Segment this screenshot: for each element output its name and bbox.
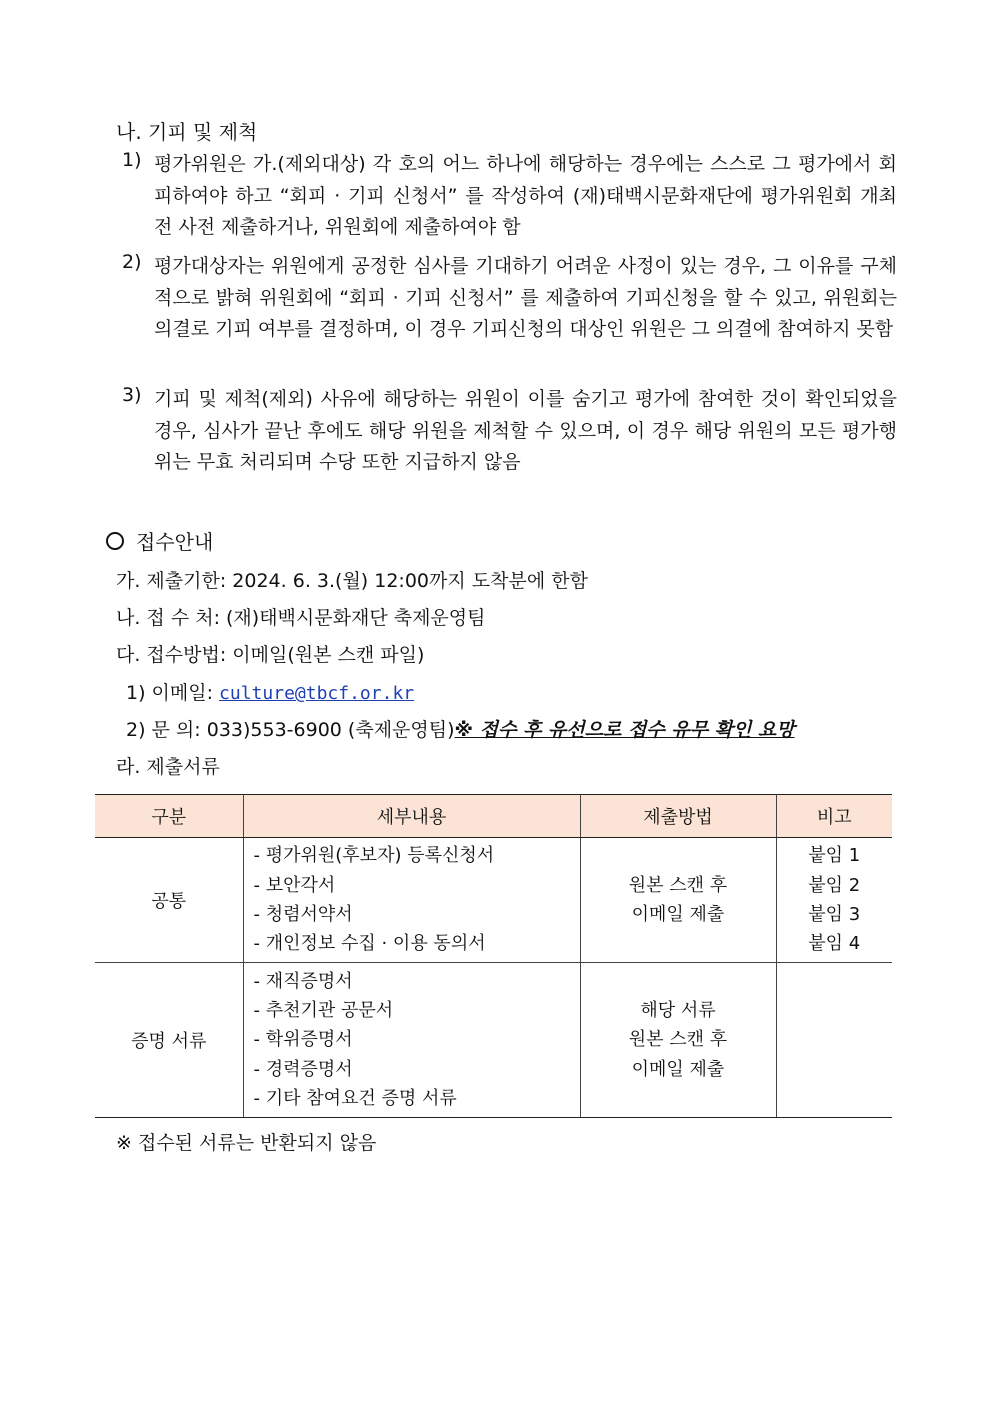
header-notes: 비고 bbox=[776, 795, 892, 838]
table-header-row bbox=[95, 795, 892, 838]
list-item bbox=[122, 149, 897, 244]
table-row bbox=[95, 963, 892, 1118]
method-line: 해당 서류 bbox=[640, 1000, 716, 1022]
row-details bbox=[243, 963, 580, 1118]
row-notes bbox=[776, 838, 892, 963]
section-heading-na: 나. 기피 및 제척 bbox=[116, 120, 258, 144]
detail-item: - 학위증명서 bbox=[253, 1029, 353, 1051]
docs-label-row: 라. 제출서류 bbox=[116, 756, 220, 778]
detail-item: - 개인정보 수집 · 이용 동의서 bbox=[253, 933, 486, 955]
deadline-label: 가. 제출기한: bbox=[116, 570, 233, 592]
row-category: 공통 bbox=[95, 838, 243, 963]
note-item: 붙임 1 bbox=[808, 845, 861, 867]
item-number: 3) bbox=[122, 384, 142, 406]
section-title-text: 접수안내 bbox=[136, 530, 214, 554]
header-method: 제출방법 bbox=[580, 795, 776, 838]
row-method bbox=[580, 963, 776, 1118]
email-label: 1) 이메일: bbox=[126, 682, 220, 704]
row-category: 증명 서류 bbox=[95, 963, 243, 1118]
detail-item: - 추천기관 공문서 bbox=[253, 1000, 394, 1022]
deadline-row bbox=[116, 566, 588, 593]
table-row bbox=[95, 838, 892, 963]
email-link[interactable]: culture@tbcf.or.kr bbox=[219, 683, 415, 704]
header-category: 구분 bbox=[95, 795, 243, 838]
item-text: 평가위원은 가.(제외대상) 각 호의 어느 하나에 해당하는 경우에는 스스로 그 평가에서 회피하여야 하고 “회피 · 기피 신청서” 를 작성하여 (재)태백시문화재단에 평가위원회 개최 전 사전 제출하거나, 위원회에 제출하여야 함 bbox=[154, 153, 897, 238]
detail-item: - 청렴서약서 bbox=[253, 904, 353, 925]
inquiry-note: ※ 접수 후 유선으로 접수 유무 확인 요망 bbox=[454, 719, 795, 741]
detail-item: - 기타 참여요건 증명 서류 bbox=[253, 1087, 457, 1109]
item-text: 기피 및 제척(제외) 사유에 해당하는 위원이 이를 숨기고 평가에 참여한 것이 확인되었을 경우, 심사가 끝난 후에도 해당 위원을 제척할 수 있으며, 이 경우 해당 위원의 모든 평가행위는 무효 처리되며 수당 또한 지급하지 않음 bbox=[154, 388, 897, 473]
list-item bbox=[122, 384, 897, 479]
method-row: 다. 접수방법: 이메일(원본 스캔 파일) bbox=[116, 644, 425, 666]
documents-table bbox=[95, 794, 892, 1118]
detail-item: - 보안각서 bbox=[253, 874, 336, 896]
row-method bbox=[580, 838, 776, 963]
method-line: 이메일 제출 bbox=[631, 1058, 725, 1080]
list-item bbox=[122, 251, 897, 346]
deadline-value: 2024. 6. 3.(월) 12:00까지 bbox=[232, 570, 466, 592]
place-row: 나. 접 수 처: (재)태백시문화재단 축제운영팀 bbox=[116, 607, 486, 629]
detail-item: - 재직증명서 bbox=[253, 970, 353, 992]
section-title-reception bbox=[106, 526, 213, 555]
method-line: 원본 스캔 후 bbox=[628, 1029, 728, 1051]
circle-bullet-icon bbox=[106, 532, 124, 550]
note-item: 붙임 2 bbox=[808, 874, 861, 896]
email-row bbox=[126, 678, 414, 705]
deadline-suffix: 도착분에 한함 bbox=[465, 570, 588, 592]
row-details bbox=[243, 838, 580, 963]
detail-item: - 평가위원(후보자) 등록신청서 bbox=[253, 845, 495, 867]
header-details: 세부내용 bbox=[243, 795, 580, 838]
method-line: 원본 스캔 후 bbox=[628, 874, 728, 896]
footnote: ※ 접수된 서류는 반환되지 않음 bbox=[116, 1132, 377, 1154]
item-text: 평가대상자는 위원에게 공정한 심사를 기대하기 어려운 사정이 있는 경우, 그 이유를 구체적으로 밝혀 위원회에 “회피 · 기피 신청서” 를 제출하여 기피신청을 할 수 있고, 위원회는 의결로 기피 여부를 결정하며, 이 경우 기피신청의 대상인 위원은 그 의결에 참여하지 못함 bbox=[154, 255, 897, 340]
row-notes bbox=[776, 963, 892, 1118]
detail-item: - 경력증명서 bbox=[253, 1058, 353, 1080]
note-item: 붙임 3 bbox=[808, 904, 861, 925]
item-number: 1) bbox=[122, 149, 142, 171]
inquiry-row bbox=[126, 715, 795, 742]
note-item: 붙임 4 bbox=[808, 933, 861, 955]
method-line: 이메일 제출 bbox=[631, 904, 725, 925]
item-number: 2) bbox=[122, 251, 142, 273]
inquiry-label: 2) 문 의: 033)553-6900 (축제운영팀) bbox=[126, 719, 455, 741]
